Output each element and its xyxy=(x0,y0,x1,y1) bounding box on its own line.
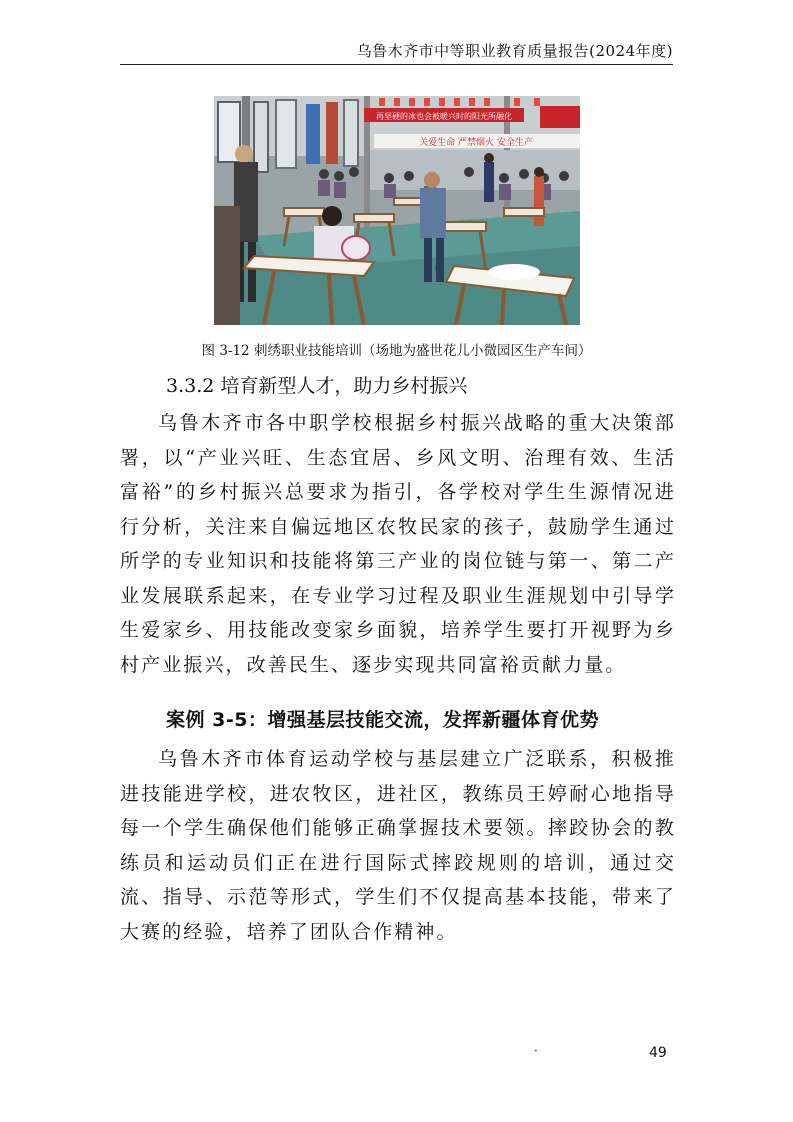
page-number: 49 xyxy=(649,1045,667,1061)
banner-top-text: 再坚硬的冰也会被暖兴时的阳光所融化 xyxy=(376,112,512,121)
embroidery-training-photo xyxy=(214,96,580,325)
section-heading: 3.3.2 培育新型人才，助力乡村振兴 xyxy=(166,375,468,397)
figure-caption: 图 3-12 刺绣职业技能培训（场地为盛世花儿小微园区生产车间） xyxy=(201,343,592,359)
case-heading: 案例 3-5：增强基层技能交流，发挥新疆体育优势 xyxy=(166,709,599,731)
banner-bottom-text: 关爱生命 严禁烟火 安全生产 xyxy=(419,138,533,148)
case-paragraph: 乌鲁木齐市体育运动学校与基层建立广泛联系，积极推进技能进学校，进农牧区，进社区，教练员王婷耐心地指导每一个学生确保他们能够正确掌握技术要领。摔跤协会的教练员和运动员们正在进行国际式摔跤规则的培训，通过交流、指导、示范等形式，学生们不仅提高基本技能，带来了大赛的经验，培养了团队合作精神。 xyxy=(120,748,676,943)
header-rule xyxy=(120,64,673,65)
footer-dot: · xyxy=(534,1044,538,1058)
section-paragraph: 乌鲁木齐市各中职学校根据乡村振兴战略的重大决策部署，以“产业兴旺、生态宜居、乡风文明、治理有效、生活富裕”的乡村振兴总要求为指引，各学校对学生生源情况进行分析，关注来自偏远地区农牧民家的孩子，鼓励学生通过所学的专业知识和技能将第三产业的岗位链与第一、第二产业发展联系起来，在专业学习过程及职业生涯规划中引导学生爱家乡、用技能改变家乡面貌，培养学生要打开视野为乡村产业振兴，改善民生、逐步实现共同富裕贡献力量。 xyxy=(120,412,676,676)
page-header: 乌鲁木齐市中等职业教育质量报告(2024年度) xyxy=(356,42,673,60)
